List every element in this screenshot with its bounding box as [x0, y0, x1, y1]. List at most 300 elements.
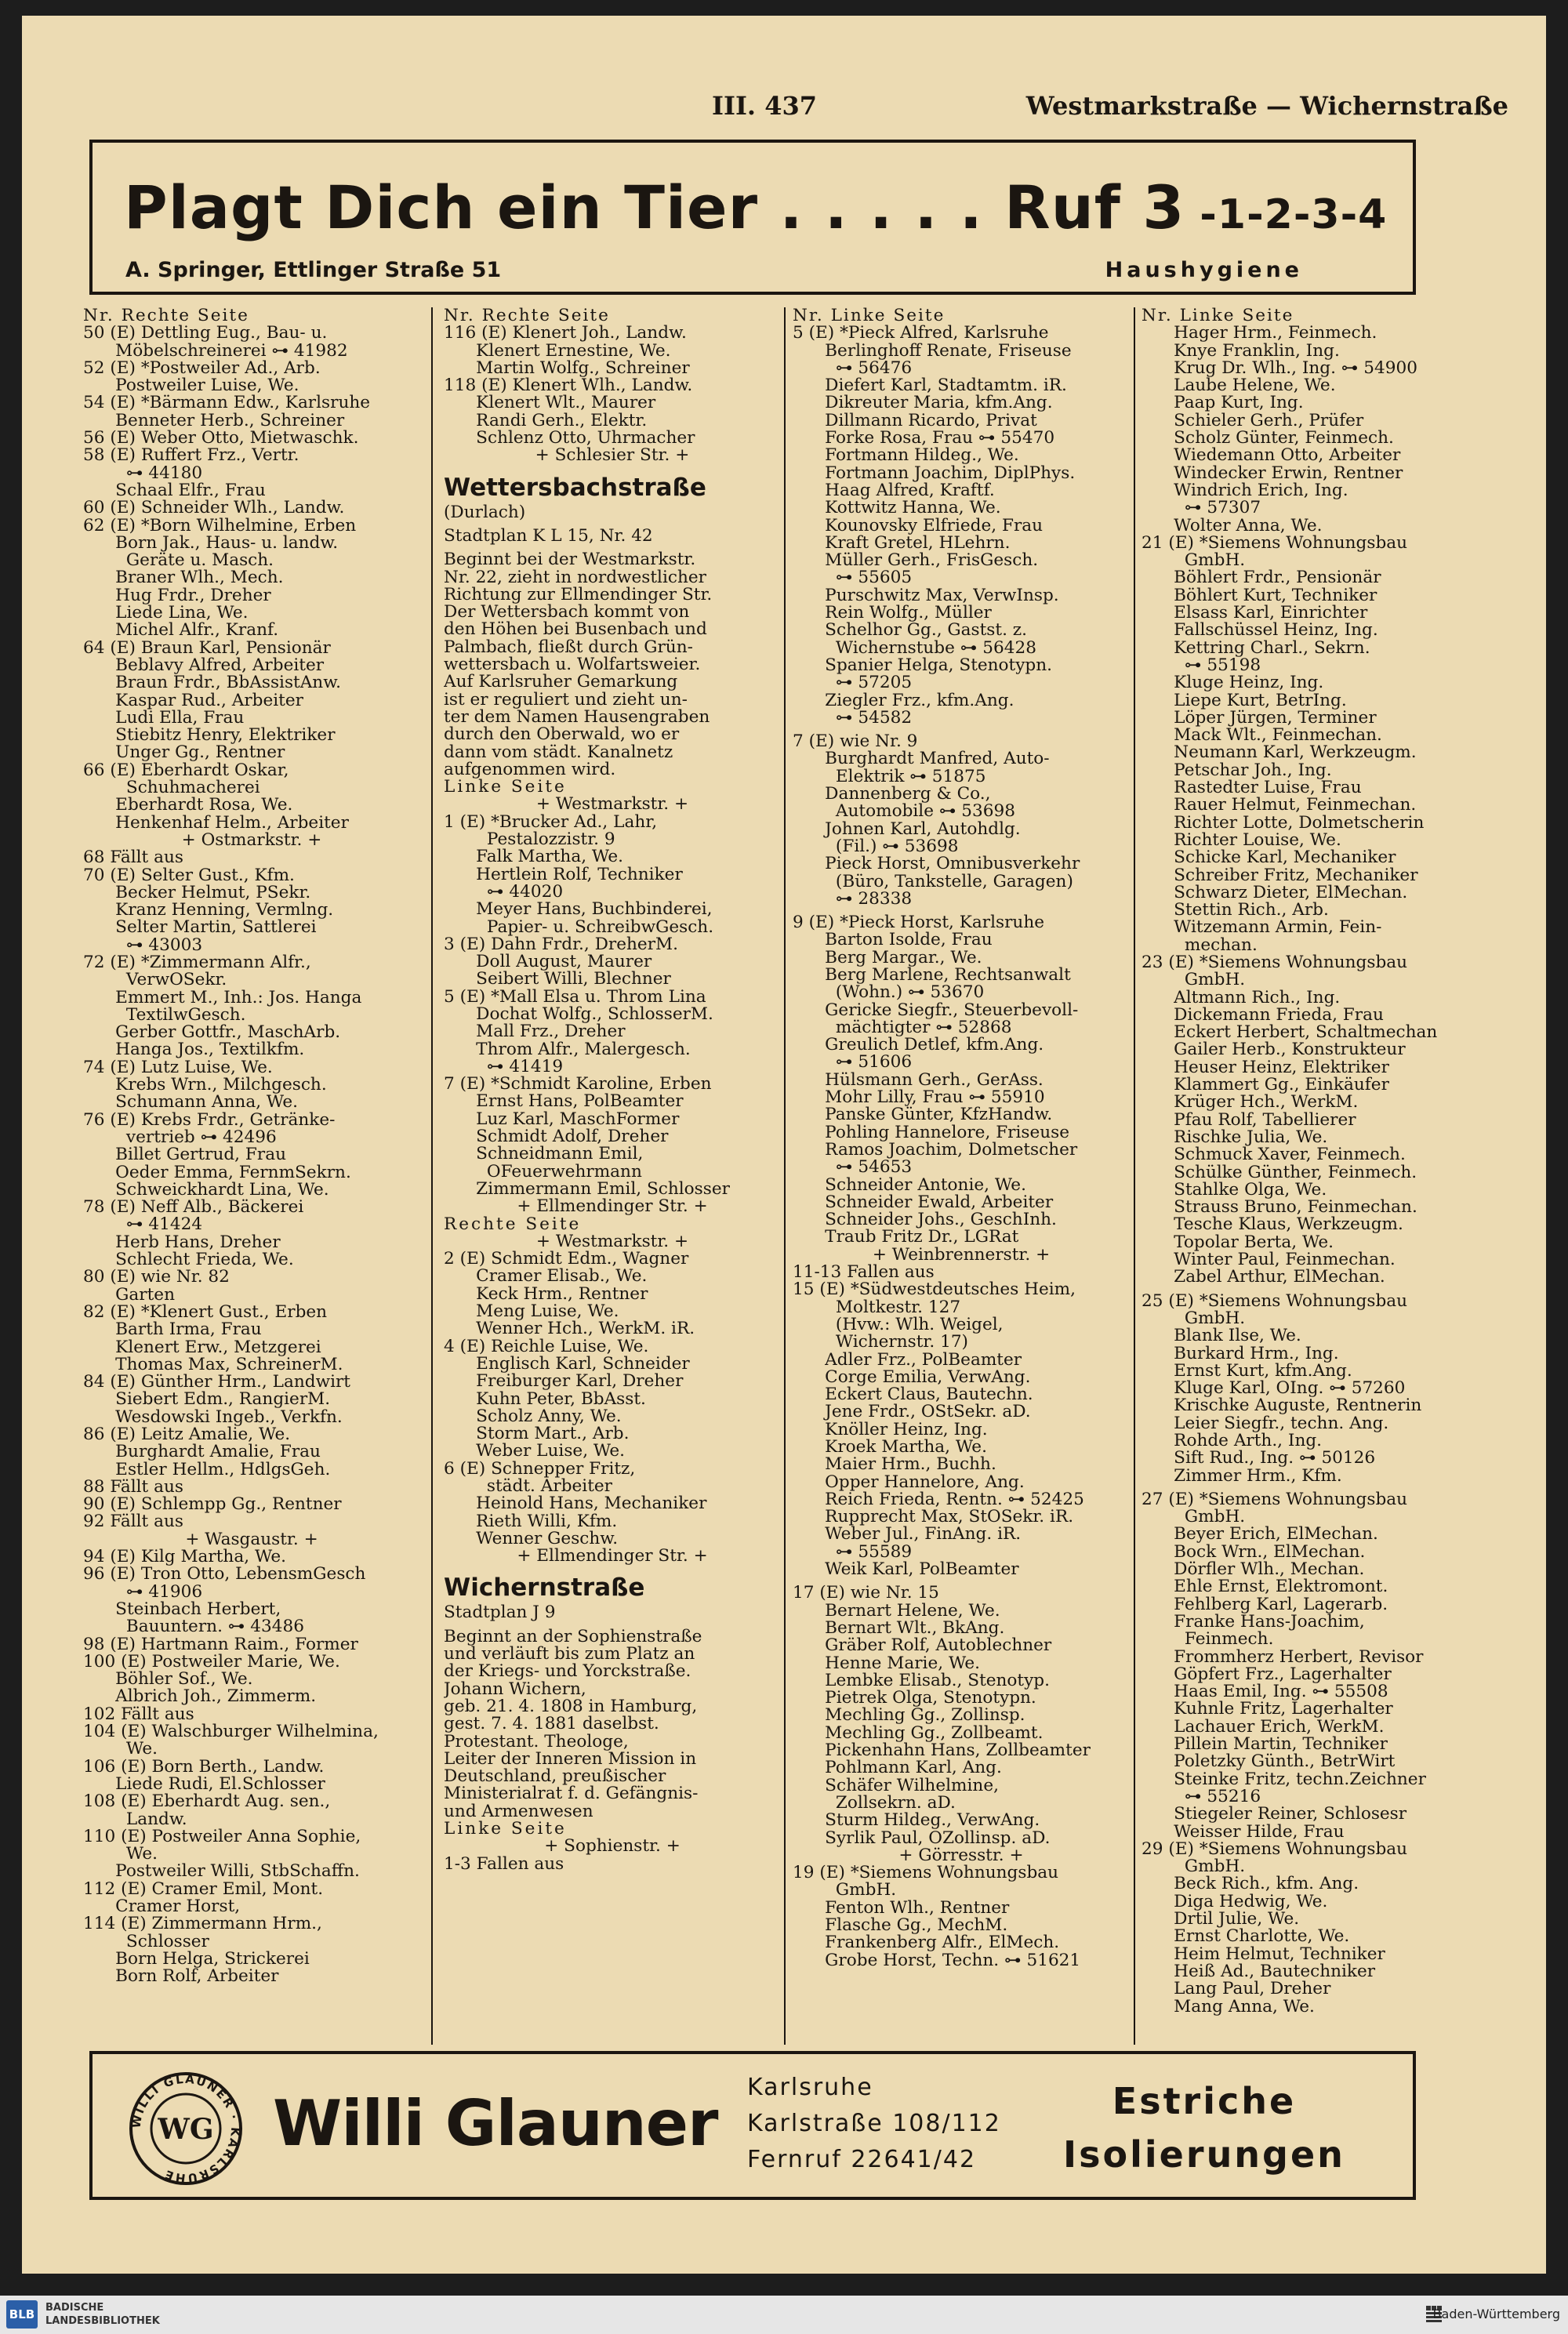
directory-entry: Beblavy Alfred, Arbeiter [83, 656, 325, 675]
directory-entry: Winter Paul, Feinmechan. [1142, 1251, 1396, 1269]
directory-entry: Blank Ilse, We. [1142, 1327, 1301, 1345]
company-street: Karlstraße 108/112 [747, 2110, 1001, 2137]
directory-entry: Stadtplan J 9 [444, 1604, 556, 1622]
directory-entry: Schelhor Gg., Gastst. z. [793, 622, 1028, 640]
directory-entry: Kraft Gretel, HLehrn. [793, 534, 1011, 553]
directory-entry: 92 Fällt aus [83, 1513, 183, 1531]
directory-entry: Schlenz Otto, Uhrmacher [444, 430, 695, 448]
directory-entry: 23 (E) *Siemens Wohnungsbau [1142, 953, 1408, 972]
advertisement-glauner [89, 2051, 1416, 2200]
directory-entry: Zimmer Hrm., Kfm. [1142, 1467, 1342, 1485]
directory-entry: Spanier Helga, Stenotypn. [793, 656, 1053, 675]
directory-entry: Windrich Erich, Ing. [1142, 481, 1348, 500]
directory-entry: (Büro, Tankstelle, Garagen) [793, 873, 1073, 891]
directory-entry: Frankenberg Alfr., ElMech. [793, 1934, 1060, 1952]
directory-entry: Born Jak., Haus- u. landw. [83, 534, 339, 553]
directory-entry: 118 (E) Klenert Wlh., Landw. [444, 377, 693, 395]
directory-entry: Seibert Willi, Blechner [444, 971, 671, 989]
directory-entry: Schmidt Adolf, Dreher [444, 1128, 669, 1146]
directory-entry: Pestalozzistr. 9 [444, 831, 615, 849]
directory-entry: Gailer Herb., Konstrukteur [1142, 1041, 1406, 1059]
ad-headline [124, 172, 1387, 242]
directory-entry: Berg Marlene, Rechtsanwalt [793, 966, 1071, 985]
column-header: Nr. Linke Seite [793, 307, 946, 325]
directory-entry: Henkenhaf Helm., Arbeiter [83, 814, 349, 832]
directory-entry: Stiegeler Reiner, Schlosesr [1142, 1806, 1407, 1824]
directory-entry: Krug Dr. Wlh., Ing. ⊶ 54900 [1142, 359, 1417, 378]
directory-entry: Ludi Ella, Frau [83, 709, 245, 728]
directory-entry: Lachauer Erich, WerkM. [1142, 1718, 1385, 1737]
column-header: Nr. Rechte Seite [83, 307, 249, 325]
directory-entry: Keck Hrm., Rentner [444, 1285, 648, 1304]
directory-entry: Steinke Fritz, techn.Zeichner [1142, 1770, 1426, 1788]
directory-entry: Zabel Arthur, ElMechan. [1142, 1269, 1385, 1287]
directory-entry: Eberhardt Rosa, We. [83, 797, 293, 815]
directory-page [22, 16, 1546, 2274]
directory-entry: Ehle Ernst, Elektromont. [1142, 1578, 1388, 1596]
directory-entry: Garten [83, 1286, 175, 1304]
ad-service: Haushygiene [1105, 258, 1303, 282]
directory-entry: Wesdowski Ingeb., Verkfn. [83, 1408, 343, 1426]
directory-entry: Stiebitz Henry, Elektriker [83, 727, 336, 745]
directory-entry: Dannenberg & Co., [793, 786, 991, 804]
directory-entry: ⊶ 55605 [793, 569, 913, 587]
directory-entry: 84 (E) Günther Hrm., Landwirt [83, 1374, 350, 1392]
directory-entry: Richtung zur Ellmendinger Str. [444, 586, 713, 604]
directory-entry: Müller Gerh., FrisGesch. [793, 552, 1039, 570]
directory-entry: 25 (E) *Siemens Wohnungsbau [1142, 1292, 1408, 1310]
page-number: III. 437 [712, 91, 817, 121]
directory-entry: Zollsekrn. aD. [793, 1794, 956, 1813]
directory-entry: Maier Hrm., Buchh. [793, 1456, 996, 1474]
directory-entry: 78 (E) Neff Alb., Bäckerei [83, 1199, 304, 1217]
directory-entry: 1 (E) *Brucker Ad., Lahr, [444, 813, 658, 832]
directory-entry: Geräte u. Masch. [83, 552, 274, 570]
directory-entry: Billet Gertrud, Frau [83, 1146, 286, 1164]
directory-entry: Ernst Hans, PolBeamter [444, 1093, 684, 1111]
directory-entry: städt. Arbeiter [444, 1478, 612, 1496]
directory-entry: Martin Wolfg., Schreiner [444, 359, 690, 378]
directory-entry: Krüger Hch., WerkM. [1142, 1094, 1359, 1112]
column-4 [1142, 307, 1479, 2045]
directory-entry: 1-3 Fallen aus [444, 1855, 564, 1873]
directory-entry: Rastedter Luise, Frau [1142, 779, 1362, 797]
directory-entry: Hülsmann Gerh., GerAss. [793, 1071, 1044, 1090]
directory-entry: 11-13 Fallen aus [793, 1264, 935, 1282]
directory-entry: Barth Irma, Frau [83, 1321, 262, 1339]
directory-entry: Hager Hrm., Feinmech. [1142, 325, 1377, 343]
page-header [22, 91, 1546, 138]
directory-entry: 76 (E) Krebs Frdr., Getränke- [83, 1111, 336, 1129]
directory-entry: Gerber Gottfr., MaschArb. [83, 1024, 341, 1042]
directory-entry: der Kriegs- und Yorckstraße. [444, 1663, 691, 1681]
directory-entry: Palmbach, fließt durch Grün- [444, 638, 693, 657]
directory-entry: Born Helga, Strickerei [83, 1950, 310, 1969]
directory-entry: Elsass Karl, Einrichter [1142, 604, 1368, 623]
directory-entry: Paap Kurt, Ing. [1142, 394, 1304, 412]
directory-entry: ⊶ 41906 [83, 1583, 203, 1601]
directory-entry: ⊶ 57205 [793, 674, 913, 692]
directory-entry: Ziegler Frz., kfm.Ang. [793, 691, 1014, 710]
directory-entry: 86 (E) Leitz Amalie, We. [83, 1426, 291, 1444]
directory-entry: GmbH. [1142, 971, 1246, 989]
directory-entry: Deutschland, preußischer [444, 1768, 666, 1786]
directory-entry: Windecker Erwin, Rentner [1142, 464, 1403, 482]
directory-entry: Böhlert Frdr., Pensionär [1142, 569, 1381, 587]
directory-entry: Dochat Wolfg., SchlosserM. [444, 1005, 713, 1024]
directory-entry: Lembke Elisab., Stenotyp. [793, 1672, 1050, 1690]
directory-entry: 21 (E) *Siemens Wohnungsbau [1142, 534, 1408, 553]
cross-street: + Wasgaustr. + [185, 1530, 318, 1549]
directory-entry: Barton Isolde, Frau [793, 931, 993, 949]
directory-entry: Automobile ⊶ 53698 [793, 803, 1015, 821]
directory-entry: GmbH. [1142, 552, 1246, 570]
directory-entry: Schwarz Dieter, ElMechan. [1142, 884, 1408, 902]
directory-entry: ⊶ 54653 [793, 1159, 913, 1177]
directory-entry: vertrieb ⊶ 42496 [83, 1128, 277, 1147]
directory-entry: Dikreuter Maria, kfm.Ang. [793, 394, 1053, 412]
cross-street: + Görresstr. + [898, 1846, 1024, 1865]
page-streets: Westmarkstraße — Wichernstraße [1025, 91, 1508, 121]
directory-entry: Leiter der Inneren Mission in [444, 1750, 697, 1769]
directory-entry: Benneter Herb., Schreiner [83, 412, 345, 430]
directory-entry: Johnen Karl, Autohdlg. [793, 820, 1021, 838]
directory-entry: Hanga Jos., Textilkfm. [83, 1041, 305, 1059]
directory-entry: Englisch Karl, Schneider [444, 1355, 690, 1374]
directory-entry: Kottwitz Hanna, We. [793, 499, 1001, 517]
directory-entry: Topolar Berta, We. [1142, 1233, 1334, 1252]
directory-entry: Böhlert Kurt, Techniker [1142, 586, 1377, 605]
directory-entry: 27 (E) *Siemens Wohnungsbau [1142, 1490, 1408, 1509]
directory-entry: Fehlberg Karl, Lagerarb. [1142, 1595, 1388, 1613]
directory-entry: Jene Frdr., OStSekr. aD. [793, 1403, 1031, 1421]
directory-entry: Pillein Martin, Techniker [1142, 1736, 1388, 1754]
directory-entry: (Durlach) [444, 503, 526, 521]
cross-street: + Sophienstr. + [544, 1838, 681, 1856]
directory-entry: Schieler Gerh., Prüfer [1142, 412, 1364, 430]
directory-entry: Freiburger Karl, Dreher [444, 1373, 684, 1391]
directory-entry: Bernart Wlt., BkAng. [793, 1619, 1005, 1638]
directory-entry: Scholz Anny, We. [444, 1407, 622, 1426]
directory-entry: Postweiler Luise, We. [83, 377, 299, 395]
directory-entry: 98 (E) Hartmann Raim., Former [83, 1635, 358, 1653]
directory-entry: Beyer Erich, ElMechan. [1142, 1526, 1378, 1544]
directory-entry: 90 (E) Schlempp Gg., Rentner [83, 1496, 342, 1514]
directory-entry: Steinbach Herbert, [83, 1600, 281, 1619]
street-heading: Wichernstraße [444, 1574, 645, 1603]
blb-name: BADISCHE LANDESBIBLIOTHEK [45, 2302, 160, 2327]
directory-entry: We. [83, 1741, 158, 1759]
directory-entry: geb. 21. 4. 1808 in Hamburg, [444, 1697, 698, 1716]
directory-entry: Richter Louise, We. [1142, 831, 1341, 850]
directory-entry: 80 (E) wie Nr. 82 [83, 1269, 230, 1287]
directory-entry: Traub Fritz Dr., LGRat [793, 1229, 1019, 1247]
directory-entry: Weber Luise, We. [444, 1443, 626, 1461]
directory-entry: Corge Emilia, VerwAng. [793, 1368, 1031, 1387]
directory-entry: Krebs Wrn., Milchgesch. [83, 1076, 327, 1094]
company-services [1063, 2074, 1345, 2181]
directory-entry: We. [83, 1846, 158, 1864]
column-1 [83, 307, 420, 2045]
directory-entry: Klenert Wlt., Maurer [444, 394, 656, 412]
state-name[interactable]: Baden-Württemberg [1432, 2307, 1560, 2321]
directory-entry: Mall Frz., Dreher [444, 1023, 626, 1041]
directory-entry: Schuhmacherei [83, 779, 260, 797]
directory-entry: Luz Karl, MaschFormer [444, 1110, 680, 1129]
service-screed: Estriche [1112, 2080, 1297, 2122]
directory-entry: Falk Martha, We. [444, 848, 624, 866]
company-seal-icon [127, 2070, 245, 2187]
directory-entry: Mechling Gg., Zollinsp. [793, 1707, 1025, 1725]
cross-street: + Westmarkstr. + [535, 796, 689, 814]
directory-entry: Böhler Sof., We. [83, 1671, 253, 1689]
directory-entry: Pohlmann Karl, Ang. [793, 1759, 1002, 1777]
directory-entry: Fenton Wlh., Rentner [793, 1899, 1010, 1918]
directory-entry: Klenert Erw., Metzgerei [83, 1338, 321, 1356]
directory-entry: 58 (E) Ruffert Frz., Vertr. [83, 447, 299, 465]
service-insulation: Isolierungen [1063, 2133, 1345, 2176]
directory-entry: ⊶ 41424 [83, 1216, 203, 1234]
directory-entry: 108 (E) Eberhardt Aug. sen., [83, 1793, 331, 1811]
directory-entry: Flasche Gg., MechM. [793, 1917, 1008, 1935]
directory-entry: Hertlein Rolf, Techniker [444, 866, 683, 884]
directory-entry: ⊶ 56476 [793, 359, 913, 378]
directory-entry: 7 (E) wie Nr. 9 [793, 733, 918, 751]
directory-entry: Pohling Hannelore, Friseuse [793, 1123, 1070, 1142]
directory-entry: 110 (E) Postweiler Anna Sophie, [83, 1828, 361, 1846]
directory-entry: Kaspar Rud., Arbeiter [83, 691, 303, 710]
directory-entry: VerwOSekr. [83, 971, 227, 989]
directory-entry: Rieth Willi, Kfm. [444, 1512, 618, 1530]
directory-entry: Wichernstube ⊶ 56428 [793, 639, 1036, 657]
column-header: Nr. Rechte Seite [444, 307, 610, 325]
directory-entry: Ernst Charlotte, We. [1142, 1928, 1350, 1946]
directory-entry: dann vom städt. Kanalnetz [444, 743, 673, 761]
directory-entry: ⊶ 28338 [793, 890, 913, 909]
directory-entry: Mechling Gg., Zollbeamt. [793, 1724, 1044, 1743]
directory-entry: ⊶ 54582 [793, 709, 913, 728]
directory-entry: Syrlik Paul, OZollinsp. aD. [793, 1829, 1051, 1847]
directory-entry: Kuhnle Fritz, Lagerhalter [1142, 1701, 1393, 1719]
directory-entry: Greulich Detlef, kfm.Ang. [793, 1036, 1044, 1054]
directory-entry: Heiß Ad., Bautechniker [1142, 1962, 1376, 1981]
directory-entry: Postweiler Willi, StbSchaffn. [83, 1863, 360, 1881]
directory-entry: Drtil Julie, We. [1142, 1911, 1300, 1929]
directory-entry: Göpfert Frz., Lagerhalter [1142, 1665, 1392, 1684]
directory-entry: Doll August, Maurer [444, 953, 652, 971]
directory-entry: Wolter Anna, We. [1142, 517, 1323, 535]
directory-entry: Leier Siegfr., techn. Ang. [1142, 1414, 1389, 1432]
directory-entry: Poletzky Günth., BetrWirt [1142, 1753, 1396, 1771]
directory-entry: Weik Karl, PolBeamter [793, 1561, 1019, 1579]
directory-entry: Kounovsky Elfriede, Frau [793, 517, 1044, 535]
directory-entry: Linke Seite [444, 1820, 567, 1839]
directory-entry: Emmert M., Inh.: Jos. Hanga [83, 989, 362, 1007]
directory-entry: Gericke Siegfr., Steuerbevoll- [793, 1001, 1079, 1019]
directory-entry: Wenner Geschw. [444, 1530, 619, 1548]
directory-entry: Kranz Henning, Vermlng. [83, 902, 334, 920]
directory-entry: Altmann Rich., Ing. [1142, 989, 1341, 1007]
viewer-footer [0, 2296, 1568, 2334]
directory-entry: Frommherz Herbert, Revisor [1142, 1648, 1424, 1666]
directory-entry: Eckert Claus, Bautechn. [793, 1386, 1033, 1404]
cross-street: + Ellmendinger Str. + [517, 1548, 708, 1566]
directory-entry: 102 Fällt aus [83, 1705, 194, 1724]
directory-entry: Selter Martin, Sattlerei [83, 919, 317, 937]
directory-entry: Reich Frieda, Rentn. ⊶ 52425 [793, 1490, 1084, 1509]
directory-entry: Panske Günter, KfzHandw. [793, 1106, 1053, 1124]
directory-entry: Schicke Karl, Mechaniker [1142, 849, 1396, 867]
directory-entry: Eckert Herbert, Schaltmechan [1142, 1024, 1438, 1042]
directory-entry: Feinmech. [1142, 1631, 1274, 1649]
directory-entry: Bernart Helene, We. [793, 1602, 1000, 1620]
directory-entry: Stahlke Olga, We. [1142, 1181, 1327, 1200]
directory-entry: Kroek Martha, We. [793, 1439, 987, 1457]
directory-entry: Grobe Horst, Techn. ⊶ 51621 [793, 1951, 1081, 1969]
directory-entry: Kluge Karl, OIng. ⊶ 57260 [1142, 1380, 1406, 1398]
directory-entry: Wenner Hch., WerkM. iR. [444, 1320, 695, 1338]
directory-entry: Schülke Günther, Feinmech. [1142, 1163, 1417, 1182]
directory-entry: 56 (E) Weber Otto, Mietwaschk. [83, 430, 359, 448]
directory-entry: 5 (E) *Pieck Alfred, Karlsruhe [793, 325, 1049, 343]
directory-entry: Klammert Gg., Einkäufer [1142, 1076, 1389, 1094]
directory-entry: 64 (E) Braun Karl, Pensionär [83, 639, 331, 657]
directory-entry: TextilwGesch. [83, 1006, 246, 1025]
directory-entry: Berlinghoff Renate, Friseuse [793, 342, 1072, 360]
directory-entry: 17 (E) wie Nr. 15 [793, 1584, 939, 1603]
directory-entry: den Höhen bei Busenbach und [444, 621, 707, 639]
directory-entry: Rupprecht Max, StOSekr. iR. [793, 1508, 1074, 1526]
directory-entry: 82 (E) *Klenert Gust., Erben [83, 1303, 328, 1322]
directory-entry: Kluge Heinz, Ing. [1142, 674, 1324, 692]
directory-entry: ist er reguliert und zieht un- [444, 691, 688, 709]
directory-entry: Estler Hellm., HdlgsGeh. [83, 1461, 331, 1479]
directory-entry: 94 (E) Kilg Martha, We. [83, 1548, 287, 1566]
directory-entry: Neumann Karl, Werkzeugm. [1142, 744, 1417, 762]
directory-entry: Weber Jul., FinAng. iR. [793, 1526, 1022, 1544]
directory-entry: Fortmann Hildeg., We. [793, 447, 1019, 465]
directory-entry: (Wohn.) ⊶ 53670 [793, 984, 985, 1002]
directory-entry: Henne Marie, We. [793, 1654, 981, 1672]
directory-entry: Rauer Helmut, Feinmechan. [1142, 797, 1417, 815]
directory-entry: 106 (E) Born Berth., Landw. [83, 1758, 325, 1776]
directory-entry: Schneider Ewald, Arbeiter [793, 1193, 1054, 1212]
directory-entry: Schneider Johs., GeschInh. [793, 1211, 1057, 1229]
column-header: Nr. Linke Seite [1142, 307, 1294, 325]
column-divider [431, 307, 433, 2045]
directory-entry: Schlecht Frieda, We. [83, 1251, 294, 1269]
directory-entry: ⊶ 55589 [793, 1543, 913, 1562]
directory-entry: Kettring Charl., Sekrn. [1142, 639, 1370, 657]
directory-entry: Sift Rud., Ing. ⊶ 50126 [1142, 1450, 1376, 1468]
cross-street: + Schlesier Str. + [535, 447, 690, 465]
directory-entry: ⊶ 41419 [444, 1058, 564, 1076]
directory-entry: gest. 7. 4. 1881 daselbst. [444, 1715, 659, 1733]
directory-entry: Knöller Heinz, Ing. [793, 1421, 988, 1439]
directory-entry: wettersbach u. Wolfartsweier. [444, 656, 701, 674]
directory-entry: Thomas Max, SchreinerM. [83, 1356, 343, 1374]
directory-entry: Hug Frdr., Dreher [83, 586, 271, 605]
directory-entry: Fortmann Joachim, DiplPhys. [793, 464, 1076, 482]
directory-entry: 114 (E) Zimmermann Hrm., [83, 1915, 322, 1933]
directory-entry: Landw. [83, 1810, 187, 1828]
directory-entry: Rischke Julia, We. [1142, 1128, 1328, 1147]
directory-entry: Zimmermann Emil, Schlosser [444, 1180, 730, 1199]
directory-entry: Liede Rudi, El.Schlosser [83, 1775, 325, 1794]
cross-street: + Weinbrennerstr. + [872, 1246, 1051, 1265]
directory-entry: Burghardt Manfred, Auto- [793, 750, 1050, 768]
directory-entry: Bauuntern. ⊶ 43486 [83, 1618, 304, 1636]
directory-entry: Lang Paul, Dreher [1142, 1980, 1331, 1998]
directory-entry: Schlosser [83, 1933, 209, 1951]
company-name: Willi Glauner [273, 2087, 718, 2160]
directory-entry: Strauss Bruno, Feinmechan. [1142, 1199, 1417, 1217]
directory-entry: Ministerialrat f. d. Gefängnis- [444, 1785, 699, 1803]
directory-entry: Berg Margar., We. [793, 949, 982, 967]
svg-text:WG: WG [158, 2113, 214, 2146]
directory-entry: Klenert Ernestine, We. [444, 342, 671, 360]
directory-entry: Born Rolf, Arbeiter [83, 1968, 279, 1986]
directory-entry: Wiedemann Otto, Arbeiter [1142, 447, 1401, 465]
directory-entry: Stadtplan K L 15, Nr. 42 [444, 527, 653, 546]
company-address [747, 2070, 1001, 2178]
directory-entry: Becker Helmut, PSekr. [83, 884, 311, 902]
directory-entry: Diefert Karl, Stadtamtm. iR. [793, 377, 1067, 395]
directory-entry: Meng Luise, We. [444, 1303, 619, 1321]
directory-entry: Schmuck Xaver, Feinmech. [1142, 1146, 1406, 1164]
directory-entry: Michel Alfr., Kranf. [83, 622, 279, 640]
directory-entry: 62 (E) *Born Wilhelmine, Erben [83, 517, 357, 535]
directory-entry: Oeder Emma, FernmSekrn. [83, 1163, 351, 1182]
directory-entry: mächtigter ⊶ 52868 [793, 1018, 1012, 1037]
directory-entry: Heuser Heinz, Elektriker [1142, 1058, 1389, 1077]
directory-entry: Wichernstr. 17) [793, 1334, 968, 1352]
directory-entry: Gräber Rolf, Autoblechner [793, 1637, 1052, 1655]
directory-entry: 50 (E) Dettling Eug., Bau- u. [83, 325, 328, 343]
directory-entry: 4 (E) Reichle Luise, We. [444, 1338, 649, 1356]
directory-entry: Schreiber Fritz, Mechaniker [1142, 866, 1418, 884]
directory-entry: Burghardt Amalie, Frau [83, 1443, 321, 1461]
directory-entry: GmbH. [1142, 1508, 1246, 1526]
directory-entry: durch den Oberwald, wo er [444, 726, 680, 744]
directory-entry: OFeuerwehrmann [444, 1163, 642, 1181]
directory-entry: Siebert Edm., RangierM. [83, 1391, 331, 1409]
directory-entry: Auf Karlsruher Gemarkung [444, 673, 678, 691]
directory-entry: Petschar Joh., Ing. [1142, 761, 1332, 780]
directory-entry: ⊶ 44020 [444, 883, 564, 902]
directory-entry: Linke Seite [444, 779, 567, 797]
directory-entry: 54 (E) *Bärmann Edw., Karlsruhe [83, 394, 371, 412]
blb-logo-icon[interactable]: BLB [6, 2300, 38, 2329]
directory-entry: Heinold Hans, Mechaniker [444, 1495, 707, 1513]
directory-entry: Braner Wlh., Mech. [83, 569, 284, 587]
directory-entry: Opper Hannelore, Ang. [793, 1473, 1025, 1491]
directory-entry: Pfau Rolf, Tabellierer [1142, 1111, 1356, 1129]
directory-entry: Laube Helene, We. [1142, 377, 1336, 395]
directory-entry: Randi Gerh., Elektr. [444, 412, 648, 430]
directory-entry: Rechte Seite [444, 1215, 582, 1233]
directory-entry: Rein Wolfg., Müller [793, 604, 992, 623]
directory-entry: Sturm Hildeg., VerwAng. [793, 1812, 1040, 1830]
directory-entry: Unger Gg., Rentner [83, 744, 285, 762]
directory-entry: Witzemann Armin, Fein- [1142, 919, 1382, 937]
directory-entry: Mack Wlt., Feinmechan. [1142, 727, 1382, 745]
directory-entry: 15 (E) *Südwestdeutsches Heim, [793, 1281, 1076, 1299]
directory-entry: Schumann Anna, We. [83, 1094, 299, 1112]
directory-entry: Schäfer Wilhelmine, [793, 1777, 999, 1795]
company-city: Karlsruhe [747, 2074, 873, 2101]
directory-entry: 72 (E) *Zimmermann Alfr., [83, 953, 311, 972]
